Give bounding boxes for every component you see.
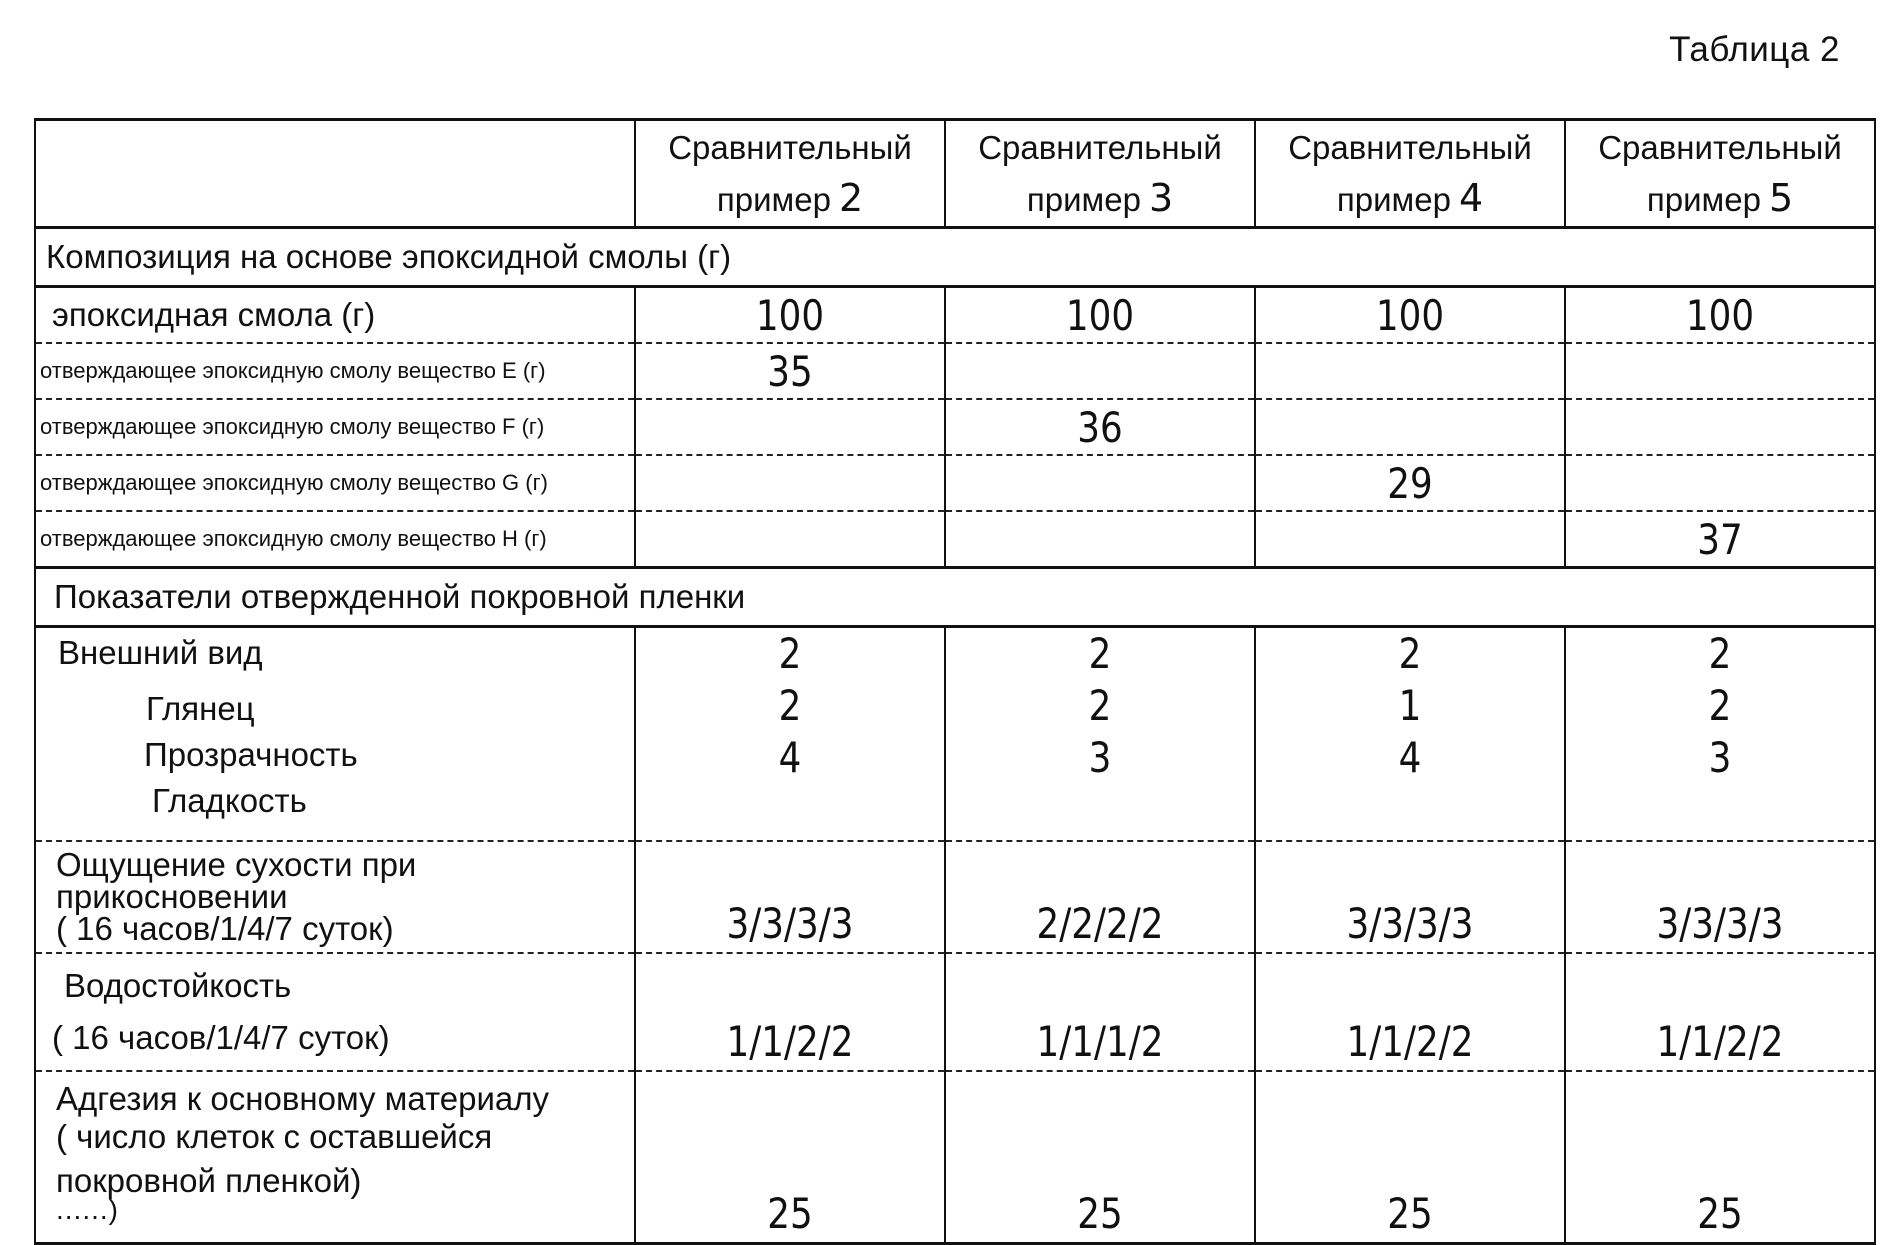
table-row: [35, 511, 1875, 568]
header-number: 4: [1458, 175, 1484, 220]
section-row-properties: [35, 568, 1875, 627]
transparency-value: 2: [778, 681, 802, 730]
row-label: отверждающее эпоксидную смолу вещество E (г): [35, 343, 635, 399]
data-table: [34, 118, 1876, 1245]
dry-touch-label-line: ( 16 часов/1/4/7 суток): [56, 910, 394, 947]
table-row-adhesion: [35, 1071, 1875, 1244]
value-cell: 35: [658, 343, 922, 399]
value-cell: [658, 399, 922, 455]
smoothness-value: 3: [1088, 733, 1112, 782]
header-title: Сравнительный: [1288, 128, 1532, 166]
value-cell: 100: [968, 287, 1232, 344]
adhesion-label-line: ......): [56, 1194, 119, 1225]
value-cell: 3/3/3/3: [658, 841, 922, 953]
adhesion-label-line: ( число клеток с оставшейся: [56, 1118, 493, 1155]
table-row: [35, 287, 1875, 344]
value-cell: [1278, 399, 1542, 455]
dry-touch-label-cell: [35, 841, 635, 953]
gloss-value: 2: [1708, 629, 1732, 678]
value-cell: [658, 511, 922, 568]
appearance-values-cell: [968, 627, 1232, 842]
value-cell: 37: [1588, 511, 1852, 568]
table-row: [35, 399, 1875, 455]
water-resistance-label-cell: [35, 953, 635, 1071]
header-number: 5: [1768, 175, 1794, 220]
adhesion-label-line: Адгезия к основному материалу: [56, 1080, 549, 1117]
appearance-values-cell: [1588, 627, 1852, 842]
transparency-value: 2: [1708, 681, 1732, 730]
adhesion-label-cell: [35, 1071, 635, 1244]
value-cell: [658, 455, 922, 511]
gloss-label: Глянец: [146, 690, 255, 727]
smoothness-value: 4: [1398, 733, 1422, 782]
section-title: Композиция на основе эпоксидной смолы (г): [35, 228, 1875, 287]
value-cell: 25: [1278, 1071, 1542, 1244]
value-cell: [1588, 343, 1852, 399]
value-cell: 3/3/3/3: [1278, 841, 1542, 953]
header-title: Сравнительный: [1598, 128, 1842, 166]
value-cell: [968, 455, 1232, 511]
value-cell: 1/1/1/2: [968, 953, 1232, 1071]
value-cell: 100: [658, 287, 922, 344]
value-cell: 100: [1588, 287, 1852, 344]
table-row-water-resistance: [35, 953, 1875, 1071]
header-number: 2: [838, 175, 864, 220]
section-title: Показатели отвержденной покровной пленки: [35, 568, 1875, 627]
appearance-values-cell: [658, 627, 922, 842]
row-label: эпоксидная смола (г): [35, 287, 635, 344]
row-label: отверждающее эпоксидную смолу вещество F (г): [35, 399, 635, 455]
value-cell: 3/3/3/3: [1588, 841, 1852, 953]
value-cell: 2/2/2/2: [968, 841, 1232, 953]
header-subtitle: пример: [1336, 180, 1451, 218]
header-row: [35, 120, 1875, 228]
value-cell: [1278, 343, 1542, 399]
value-cell: 1/1/2/2: [658, 953, 922, 1071]
appearance-values-cell: [1278, 627, 1542, 842]
appearance-title: Внешний вид: [58, 634, 263, 671]
value-cell: [968, 343, 1232, 399]
water-resistance-label-line: Водостойкость: [64, 967, 292, 1004]
transparency-label: Прозрачность: [144, 736, 358, 773]
dry-touch-label-line: Ощущение сухости при: [56, 846, 417, 883]
header-cell-example-5: [1565, 120, 1875, 228]
value-cell: [1278, 511, 1542, 568]
value-cell: [1588, 399, 1852, 455]
dry-touch-label-line: прикосновении: [56, 878, 288, 915]
transparency-value: 2: [1088, 681, 1112, 730]
value-cell: [1588, 455, 1852, 511]
header-subtitle: пример: [1026, 180, 1141, 218]
header-title: Сравнительный: [668, 128, 912, 166]
water-resistance-label-line: ( 16 часов/1/4/7 суток): [52, 1019, 390, 1056]
transparency-value: 1: [1398, 681, 1422, 730]
row-label: отверждающее эпоксидную смолу вещество H (г): [35, 511, 635, 568]
adhesion-label-line: покровной пленкой): [56, 1162, 362, 1199]
table-row: [35, 455, 1875, 511]
value-cell: 1/1/2/2: [1588, 953, 1852, 1071]
header-cell-example-2: [635, 120, 945, 228]
value-cell: 36: [968, 399, 1232, 455]
value-cell: 100: [1278, 287, 1542, 344]
table-row-dry-touch: [35, 841, 1875, 953]
value-cell: [968, 511, 1232, 568]
section-row-composition: [35, 228, 1875, 287]
header-cell-example-3: [945, 120, 1255, 228]
row-label: отверждающее эпоксидную смолу вещество G (г): [35, 455, 635, 511]
appearance-label-cell: [35, 627, 635, 842]
table-row-appearance: [35, 627, 1875, 842]
value-cell: 25: [658, 1071, 922, 1244]
gloss-value: 2: [1088, 629, 1112, 678]
value-cell: 1/1/2/2: [1278, 953, 1542, 1071]
smoothness-value: 3: [1708, 733, 1732, 782]
smoothness-label: Гладкость: [152, 782, 307, 819]
header-subtitle: пример: [1646, 180, 1761, 218]
value-cell: 29: [1278, 455, 1542, 511]
header-subtitle: пример: [716, 180, 831, 218]
header-corner-cell: [35, 120, 635, 228]
header-number: 3: [1148, 175, 1174, 220]
value-cell: 25: [968, 1071, 1232, 1244]
header-title: Сравнительный: [978, 128, 1222, 166]
header-cell-example-4: [1255, 120, 1565, 228]
smoothness-value: 4: [778, 733, 802, 782]
value-cell: 25: [1588, 1071, 1852, 1244]
gloss-value: 2: [778, 629, 802, 678]
table-row: [35, 343, 1875, 399]
table-caption: Таблица 2: [1669, 30, 1840, 69]
gloss-value: 2: [1398, 629, 1422, 678]
